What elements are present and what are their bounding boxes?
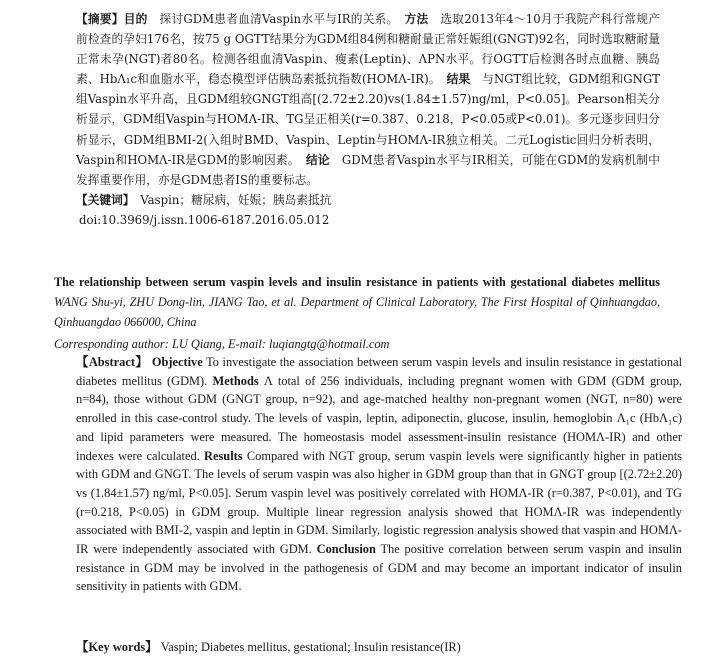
en-methods-text: Λ total of 256 individuals, including pregnant women with GDM (GDM group, n=84), those without GDM (GNGT group, n=92), and age-matched healthy non-pregnant women (NGT, n=80) were enrolled in this case-control study. The levels of vaspin, leptin, adiponectin, glucose, insulin, hemoglobin Λ₁c (HbΛ₁c) and lipid parameters were measured. The homeostasis model assessment-insulin resistance (HOMΛ-IR) and other indexes were calculated. xyxy=(76,373,682,463)
chinese-abstract-paragraph xyxy=(54,9,660,190)
english-title-block xyxy=(54,272,660,332)
cn-keywords-text: Vaspin；糖尿病，妊娠；胰岛素抵抗 xyxy=(140,192,332,207)
en-results-label: Results xyxy=(204,448,243,463)
english-abstract-paragraph xyxy=(54,353,682,596)
authors-affiliation: WANG Shu-yi, ZHU Dong-lin, JIANG Tao, et al. Department of Clinical Laboratory, The First Hospital of Qinhuangdao, Qinhuangdao 066000, China xyxy=(54,295,660,329)
en-objective-text: To investigate the association between serum vaspin levels and insulin resistance in gestational diabetes mellitus (GDM). xyxy=(76,355,683,388)
en-methods-label: Methods xyxy=(212,373,259,388)
cn-methods-text: 选取2013年4～10月于我院产科行常规产前检查的孕妇176名，按75 g OGTT结果分为GDM组84例和糖耐量正常妊娠组(GNGT)92名，同时选取糖耐量正常未孕(NGT)者80名。检测各组血清Vaspin、瘦素(Leptin)、ΛPN水平。行OGTT后检测各时点血糖、胰岛素、HbΛ₁c和血脂水平，稳态模型评估胰岛素抵抗指数(HOMΛ-IR)。 xyxy=(76,12,660,87)
en-objective-label: Objective xyxy=(151,355,203,369)
cn-objective-label: 目的 xyxy=(123,12,148,26)
chinese-abstract-block xyxy=(54,9,660,230)
en-results-text: Compared with NGT group, serum vaspin levels were significantly higher in patients with GDM and GNGT. The levels of serum vaspin was also higher in GDM group than that in GNGT group [(2.72±2.20) vs (1.84±1.57) ng/ml, P<0.05]. Serum vaspin level was positively correlated with HOMΛ-IR (r=0.387, P<0.01), and TG (r=0.218, P<0.05) in GDM group. Multiple linear regression analysis showed that HOMΛ-IR was independently associated with BMI-2, vaspin and leptin in GDM. Similarly, logistic regression analysis showed that vaspin and HOMΛ-IR were independently associated with GDM. xyxy=(76,448,682,557)
english-keywords-line xyxy=(54,638,682,657)
en-abstract-label: 【Abstract】 xyxy=(76,355,149,369)
cn-abstract-label: 【摘要】 xyxy=(76,12,124,26)
cn-keywords-label: 【关键词】 xyxy=(76,192,129,207)
en-keywords-label: 【Key words】 xyxy=(76,640,158,654)
en-keywords-text: Vaspin; Diabetes mellitus, gestational; Insulin resistance(IR) xyxy=(160,640,461,654)
cn-results-label: 结果 xyxy=(446,72,471,87)
cn-conclusion-text: GDM患者Vaspin水平与IR相关，可能在GDM的发病机制中发挥重要作用，亦是GDM患者IS的重要标志。 xyxy=(76,152,660,187)
en-conclusion-label: Conclusion xyxy=(316,542,376,557)
cn-methods-label: 方法 xyxy=(404,12,429,26)
chinese-keywords-line xyxy=(54,190,660,210)
doi-line: doi:10.3969/j.issn.1006-6187.2016.05.012 xyxy=(79,212,330,227)
cn-results-text: 与NGT组比较，GDM组和GNGT组Vaspin水平升高，且GDM组较GNGT组高[(2.72±2.20)vs(1.84±1.57)ng/ml，P<0.05]。Pearson相关分析显示，GDM组Vaspin与HOMΛ-IR、TG呈正相关(r=0.387、0.218，P<0.05或P<0.01)。多元逐步回归分析显示，GDM组BMI-2(入组时BMD、Vaspin、Leptin与HOMΛ-IR独立相关。二元Logistic回归分析表明，Vaspin和HOMΛ-IR是GDM的影响因素。 xyxy=(76,72,660,167)
cn-objective-text: 探讨GDM患者血清Vaspin水平与IR的关系。 xyxy=(159,12,393,26)
english-title: The relationship between serum vaspin levels and insulin resistance in patients with gestational diabetes mellitus xyxy=(54,275,660,289)
en-conclusion-text: The positive correlation between serum vaspin and insulin resistance in GDM may be involved in the pathogenesis of GDM and may become an important indicator of insulin sensitivity in patients with GDM. xyxy=(76,542,682,594)
cn-conclusion-label: 结论 xyxy=(305,152,330,167)
corresponding-author: Corresponding author: LU Qiang, E-mail: luqiangtg@hotmail.com xyxy=(54,337,390,351)
